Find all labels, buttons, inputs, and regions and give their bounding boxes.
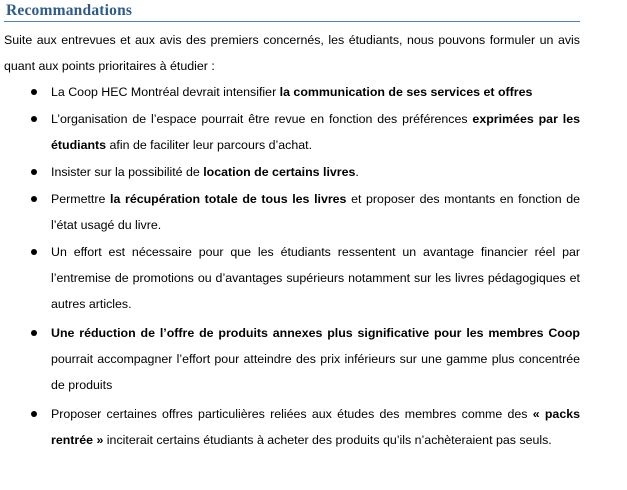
heading-underline [4,21,580,22]
bullet-icon [31,196,37,202]
list-item-text [51,159,580,185]
list-item-text [51,239,580,317]
text-run: Permettre [51,192,111,206]
text-run: pourrait accompagner l’effort pour atteindre des prix inférieurs sur une gamme plus concentrée de produits [51,352,580,392]
bullet-icon [31,330,37,336]
bullet-icon [31,116,37,122]
bold-text-run: Une réduction de l’offre de produits annexes plus significative pour les membres Coop [51,326,580,340]
bold-text-run: exprimées par les étudiants [51,112,580,152]
text-run: . [355,165,359,179]
list-item-text [51,106,580,158]
bullet-icon [31,169,37,175]
list-item-text [51,320,580,398]
bullet-icon [31,411,37,417]
text-run: Proposer certaines offres particulières reliées aux études des membres comme des [51,407,533,421]
bullet-icon [31,89,37,95]
bullet-icon [31,249,37,255]
list-item-text [51,79,580,105]
section-heading: Recommandations [6,2,133,19]
text-run: La Coop HEC Montréal devrait intensifier [51,85,280,99]
text-run: et proposer des montants en fonction de l’état usagé du livre. [51,192,580,232]
text-run: L’organisation de l’espace pourrait être revue en fonction des préférences [51,112,473,126]
bold-text-run: la communication de ses services et offres [279,85,533,99]
list-item-text [51,186,580,238]
text-run: afin de faciliter leur parcours d’achat. [106,138,313,152]
text-run: Insister sur la possibilité de [51,165,204,179]
intro-paragraph: Suite aux entrevues et aux avis des premiers concernés, les étudiants, nous pouvons formuler un avis quant aux points prioritaires à étudier : [4,33,580,73]
list-item-text [51,401,580,453]
bold-text-run: la récupération totale de tous les livres [110,192,347,206]
bold-text-run: « packs rentrée » [51,407,580,447]
text-run: inciterait certains étudiants à acheter des produits qu’ils n’achèteraient pas seuls. [103,433,552,447]
bold-text-run: location de certains livres [203,165,356,179]
text-run: Un effort est nécessaire pour que les étudiants ressentent un avantage financier réel par l’entremise de promotions ou d’avantages supérieurs notamment sur les livres pédagogiques et autres articles. [51,245,580,311]
